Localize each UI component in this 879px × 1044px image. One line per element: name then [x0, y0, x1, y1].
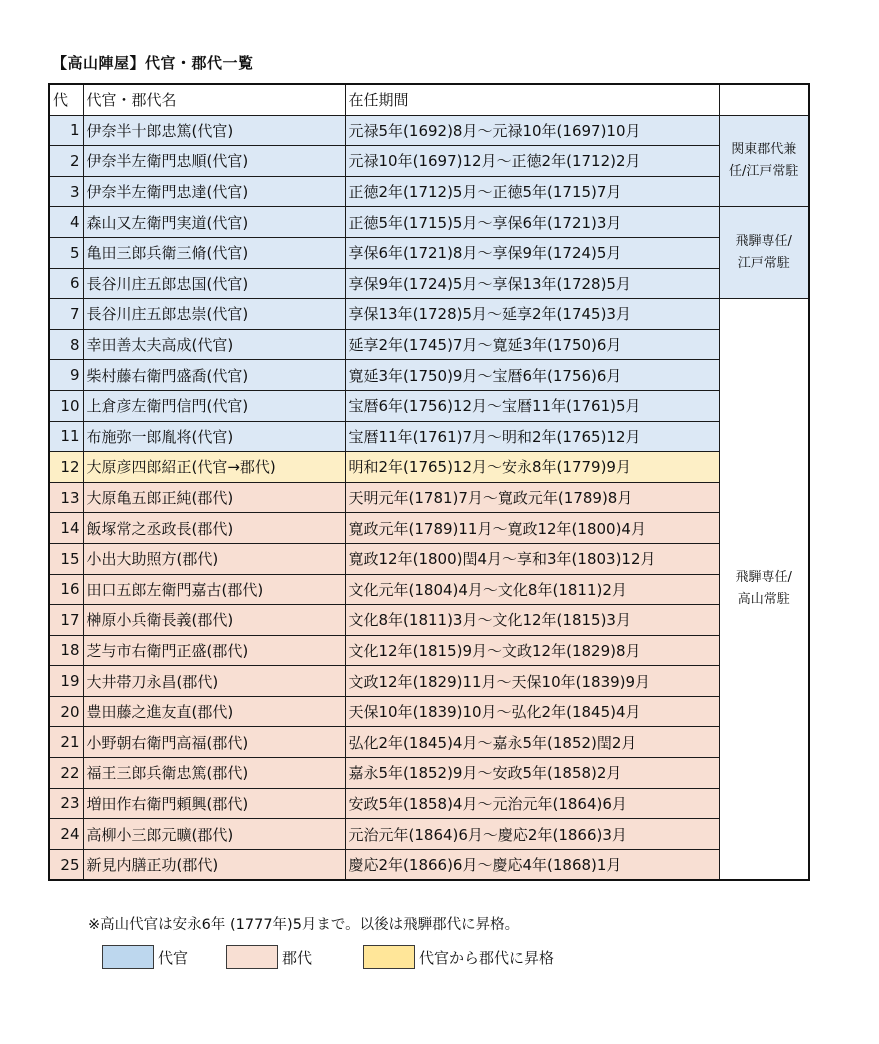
row-term: 元禄5年(1692)8月～元禄10年(1697)10月 [345, 115, 719, 146]
row-term: 享保9年(1724)5月～享保13年(1728)5月 [345, 268, 719, 299]
row-term: 文化元年(1804)4月～文化8年(1811)2月 [345, 574, 719, 605]
legend-gundai [226, 944, 312, 970]
row-number: 11 [49, 421, 83, 452]
legend-label-daikan: 代官 [158, 948, 189, 967]
row-name: 新見内膳正功(郡代) [83, 849, 345, 880]
row-number: 14 [49, 513, 83, 544]
row-term: 文化12年(1815)9月～文政12年(1829)8月 [345, 635, 719, 666]
row-term: 慶応2年(1866)6月～慶応4年(1868)1月 [345, 849, 719, 880]
note-hida-edo [719, 207, 809, 299]
row-name: 伊奈半左衛門忠順(代官) [83, 146, 345, 177]
legend-label-promo: 代官から郡代に昇格 [419, 948, 555, 967]
row-term: 寛政12年(1800)閏4月～享和3年(1803)12月 [345, 543, 719, 574]
row-name: 大原彦四郎紹正(代官→郡代) [83, 452, 345, 483]
row-name: 長谷川庄五郎忠国(代官) [83, 268, 345, 299]
row-term: 寛政元年(1789)11月～寛政12年(1800)4月 [345, 513, 719, 544]
row-name: 高柳小三郎元曠(郡代) [83, 819, 345, 850]
table-row [49, 115, 809, 146]
row-term: 元治元年(1864)6月～慶応2年(1866)3月 [345, 819, 719, 850]
row-number: 24 [49, 819, 83, 850]
table-row [49, 176, 809, 207]
table-row [49, 207, 809, 238]
legend-swatch-daikan [102, 945, 154, 969]
row-term: 嘉永5年(1852)9月～安政5年(1858)2月 [345, 758, 719, 789]
row-term: 正徳2年(1712)5月～正徳5年(1715)7月 [345, 176, 719, 207]
row-number: 4 [49, 207, 83, 238]
table-row [49, 758, 809, 789]
row-name: 長谷川庄五郎忠崇(代官) [83, 299, 345, 330]
row-number: 6 [49, 268, 83, 299]
row-name: 田口五郎左衛門嘉古(郡代) [83, 574, 345, 605]
legend-swatch-promo [363, 945, 415, 969]
table-row [49, 237, 809, 268]
table-row [49, 635, 809, 666]
note-line: 飛騨専任/ [735, 233, 792, 249]
header-no: 代 [49, 84, 83, 115]
row-term: 明和2年(1765)12月～安永8年(1779)9月 [345, 452, 719, 483]
row-number: 23 [49, 788, 83, 819]
row-number: 20 [49, 696, 83, 727]
row-number: 2 [49, 146, 83, 177]
row-name: 上倉彦左衛門信門(代官) [83, 390, 345, 421]
row-name: 亀田三郎兵衛三脩(代官) [83, 237, 345, 268]
page-title: 【高山陣屋】代官・郡代一覧 [52, 54, 254, 72]
header-note [719, 84, 809, 115]
legend-daikan [102, 944, 188, 970]
row-term: 寛延3年(1750)9月～宝暦6年(1756)6月 [345, 360, 719, 391]
note-kanto-gundai [719, 115, 809, 207]
row-number: 18 [49, 635, 83, 666]
table-row [49, 299, 809, 330]
row-name: 幸田善太夫高成(代官) [83, 329, 345, 360]
row-name: 伊奈半十郎忠篤(代官) [83, 115, 345, 146]
table-row [49, 605, 809, 636]
legend-promo [363, 944, 554, 970]
row-term: 延享2年(1745)7月～寛延3年(1750)6月 [345, 329, 719, 360]
row-term: 元禄10年(1697)12月～正徳2年(1712)2月 [345, 146, 719, 177]
row-term: 安政5年(1858)4月～元治元年(1864)6月 [345, 788, 719, 819]
row-number: 8 [49, 329, 83, 360]
row-term: 天保10年(1839)10月～弘化2年(1845)4月 [345, 696, 719, 727]
table-row [49, 146, 809, 177]
row-number: 10 [49, 390, 83, 421]
header-name: 代官・郡代名 [83, 84, 345, 115]
row-name: 豊田藤之進友直(郡代) [83, 696, 345, 727]
legend-label-gundai: 郡代 [282, 948, 313, 967]
note-line: 任/江戸常駐 [729, 163, 799, 179]
row-name: 増田作右衛門頼興(郡代) [83, 788, 345, 819]
header-term: 在任期間 [345, 84, 719, 115]
row-number: 3 [49, 176, 83, 207]
table-row [49, 849, 809, 880]
row-number: 9 [49, 360, 83, 391]
row-number: 22 [49, 758, 83, 789]
row-term: 文化8年(1811)3月～文化12年(1815)3月 [345, 605, 719, 636]
row-term: 正徳5年(1715)5月～享保6年(1721)3月 [345, 207, 719, 238]
row-term: 天明元年(1781)7月～寛政元年(1789)8月 [345, 482, 719, 513]
row-number: 12 [49, 452, 83, 483]
table-row [49, 819, 809, 850]
row-term: 宝暦6年(1756)12月～宝暦11年(1761)5月 [345, 390, 719, 421]
row-name: 柴村藤右衛門盛喬(代官) [83, 360, 345, 391]
note-line: 高山常駐 [737, 592, 790, 608]
row-name: 大井帯刀永昌(郡代) [83, 666, 345, 697]
row-number: 13 [49, 482, 83, 513]
table-row [49, 329, 809, 360]
note-line: 江戸常駐 [737, 255, 790, 271]
row-number: 5 [49, 237, 83, 268]
note-line: 関東郡代兼 [731, 141, 797, 157]
table-row [49, 574, 809, 605]
row-term: 弘化2年(1845)4月～嘉永5年(1852)閏2月 [345, 727, 719, 758]
row-name: 芝与市右衛門正盛(郡代) [83, 635, 345, 666]
table-row [49, 452, 809, 483]
row-number: 19 [49, 666, 83, 697]
note-hida-takayama [719, 299, 809, 881]
table-row [49, 666, 809, 697]
row-number: 7 [49, 299, 83, 330]
row-name: 小野朝右衛門高福(郡代) [83, 727, 345, 758]
table-header-row [49, 84, 809, 115]
row-number: 16 [49, 574, 83, 605]
table-row [49, 788, 809, 819]
table-row [49, 360, 809, 391]
row-number: 25 [49, 849, 83, 880]
row-name: 小出大助照方(郡代) [83, 543, 345, 574]
table-row [49, 421, 809, 452]
table-row [49, 727, 809, 758]
row-term: 文政12年(1829)11月～天保10年(1839)9月 [345, 666, 719, 697]
row-term: 享保13年(1728)5月～延享2年(1745)3月 [345, 299, 719, 330]
row-term: 享保6年(1721)8月～享保9年(1724)5月 [345, 237, 719, 268]
table-row [49, 482, 809, 513]
row-name: 伊奈半左衛門忠達(代官) [83, 176, 345, 207]
row-number: 1 [49, 115, 83, 146]
table-row [49, 268, 809, 299]
row-name: 大原亀五郎正純(郡代) [83, 482, 345, 513]
table-row [49, 513, 809, 544]
legend-swatch-gundai [226, 945, 278, 969]
row-name: 布施弥一郎胤将(代官) [83, 421, 345, 452]
row-name: 榊原小兵衛長義(郡代) [83, 605, 345, 636]
row-name: 飯塚常之丞政長(郡代) [83, 513, 345, 544]
row-term: 宝暦11年(1761)7月～明和2年(1765)12月 [345, 421, 719, 452]
table-row [49, 543, 809, 574]
table-row [49, 696, 809, 727]
row-number: 21 [49, 727, 83, 758]
note-line: 飛騨専任/ [735, 570, 792, 586]
roster-table [48, 83, 810, 881]
row-number: 17 [49, 605, 83, 636]
footnote: ※高山代官は安永6年 (1777年)5月まで。以後は飛騨郡代に昇格。 [88, 917, 520, 933]
row-number: 15 [49, 543, 83, 574]
row-name: 福王三郎兵衛忠篤(郡代) [83, 758, 345, 789]
row-name: 森山又左衛門実道(代官) [83, 207, 345, 238]
table-row [49, 390, 809, 421]
